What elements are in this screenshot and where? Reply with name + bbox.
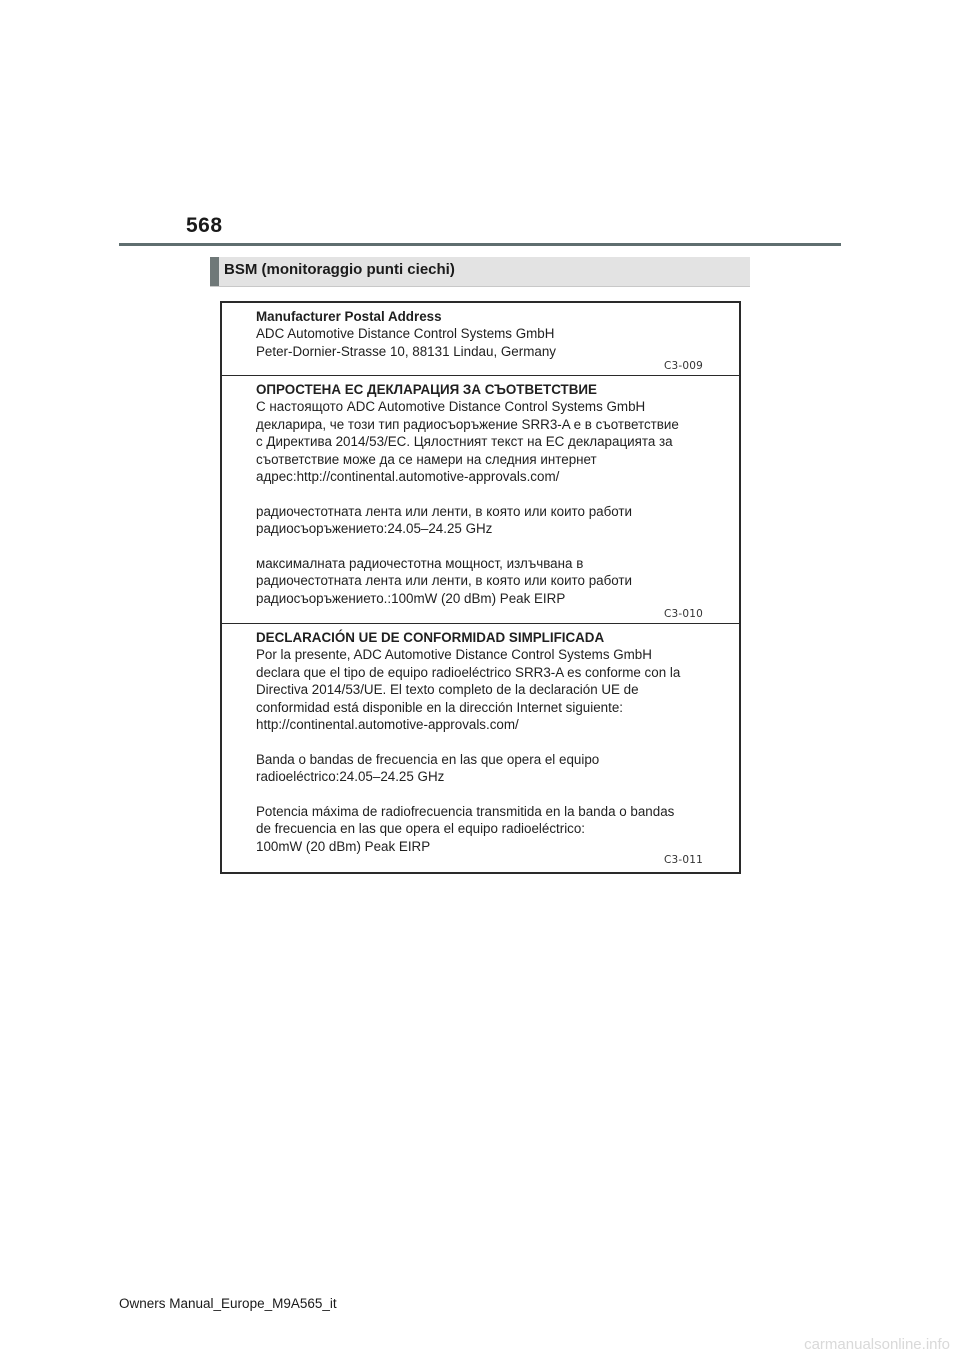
declaration-line: Por la presente, ADC Automotive Distance Control Systems GmbH xyxy=(256,647,652,663)
declaration-block-manufacturer xyxy=(222,303,739,375)
declaration-code: C3-009 xyxy=(663,360,703,372)
declaration-content xyxy=(256,381,719,607)
paragraph-gap xyxy=(256,485,719,502)
section-heading xyxy=(210,257,750,287)
declaration-line: радиосъоръжението.:100mW (20 dBm) Peak EIRP xyxy=(256,590,566,606)
paragraph-gap xyxy=(256,538,719,555)
declaration-line: ADC Automotive Distance Control Systems GmbH xyxy=(256,326,555,342)
declaration-line: Banda o bandas de frecuencia en las que opera el equipo xyxy=(256,751,600,767)
header-rule xyxy=(119,243,841,246)
declaration-code: C3-010 xyxy=(663,608,703,620)
declaration-line: с Директива 2014/53/ЕС. Цялостният текст на ЕС декларацията за xyxy=(256,434,673,450)
paragraph-gap xyxy=(256,786,719,803)
declaration-code: C3-011 xyxy=(663,854,703,866)
page-footer: Owners Manual_Europe_M9A565_it xyxy=(119,1296,337,1311)
declaration-block-spanish xyxy=(222,623,739,872)
page-number: 568 xyxy=(186,214,223,237)
declaration-line: радиочестотната лента или ленти, в която или които работи xyxy=(256,503,633,519)
declaration-title: Manufacturer Postal Address xyxy=(256,309,442,324)
declaration-line: Directiva 2014/53/UE. El texto completo de la declaración UE de xyxy=(256,682,639,698)
declaration-line: адрес:http://continental.automotive-approvals.com/ xyxy=(256,469,560,485)
declaration-box xyxy=(220,301,741,874)
declaration-line: Potencia máxima de radiofrecuencia transmitida en la banda o bandas xyxy=(256,804,675,820)
declaration-line: http://continental.automotive-approvals.com/ xyxy=(256,717,519,733)
section-heading-title: BSM (monitoraggio punti ciechi) xyxy=(224,261,455,278)
declaration-line: радиочестотната лента или ленти, в която или които работи xyxy=(256,573,633,589)
declaration-line: радиосъоръжението:24.05–24.25 GHz xyxy=(256,521,493,537)
declaration-line: Peter-Dornier-Strasse 10, 88131 Lindau, Germany xyxy=(256,343,556,359)
site-watermark: carmanualsonline.info xyxy=(804,1336,950,1353)
paragraph-gap xyxy=(256,733,719,750)
declaration-line: декларира, че този тип радиосъоръжение SRR3-A е в съответствие xyxy=(256,416,679,432)
declaration-block-bulgarian xyxy=(222,375,739,623)
declaration-title: DECLARACIÓN UE DE CONFORMIDAD SIMPLIFICADA xyxy=(256,630,605,645)
declaration-line: С настоящото ADC Automotive Distance Control Systems GmbH xyxy=(256,399,646,415)
declaration-content xyxy=(256,308,719,360)
declaration-line: максималната радиочестотна мощност, излъчвана в xyxy=(256,556,584,572)
declaration-line: conformidad está disponible en la dirección Internet siguiente: xyxy=(256,699,623,715)
declaration-line: declara que el tipo de equipo radioeléctrico SRR3-A es conforme con la xyxy=(256,664,681,680)
declaration-content xyxy=(256,629,719,855)
declaration-line: de frecuencia en las que opera el equipo radioeléctrico: xyxy=(256,821,586,837)
declaration-line: 100mW (20 dBm) Peak EIRP xyxy=(256,838,431,854)
declaration-line: radioeléctrico:24.05–24.25 GHz xyxy=(256,769,445,785)
declaration-title: ОПРОСТЕНА ЕС ДЕКЛАРАЦИЯ ЗА СЪОТВЕТСТВИЕ xyxy=(256,382,597,397)
declaration-line: съответствие може да се намери на следния интернет xyxy=(256,451,597,467)
section-heading-bar xyxy=(210,257,219,286)
